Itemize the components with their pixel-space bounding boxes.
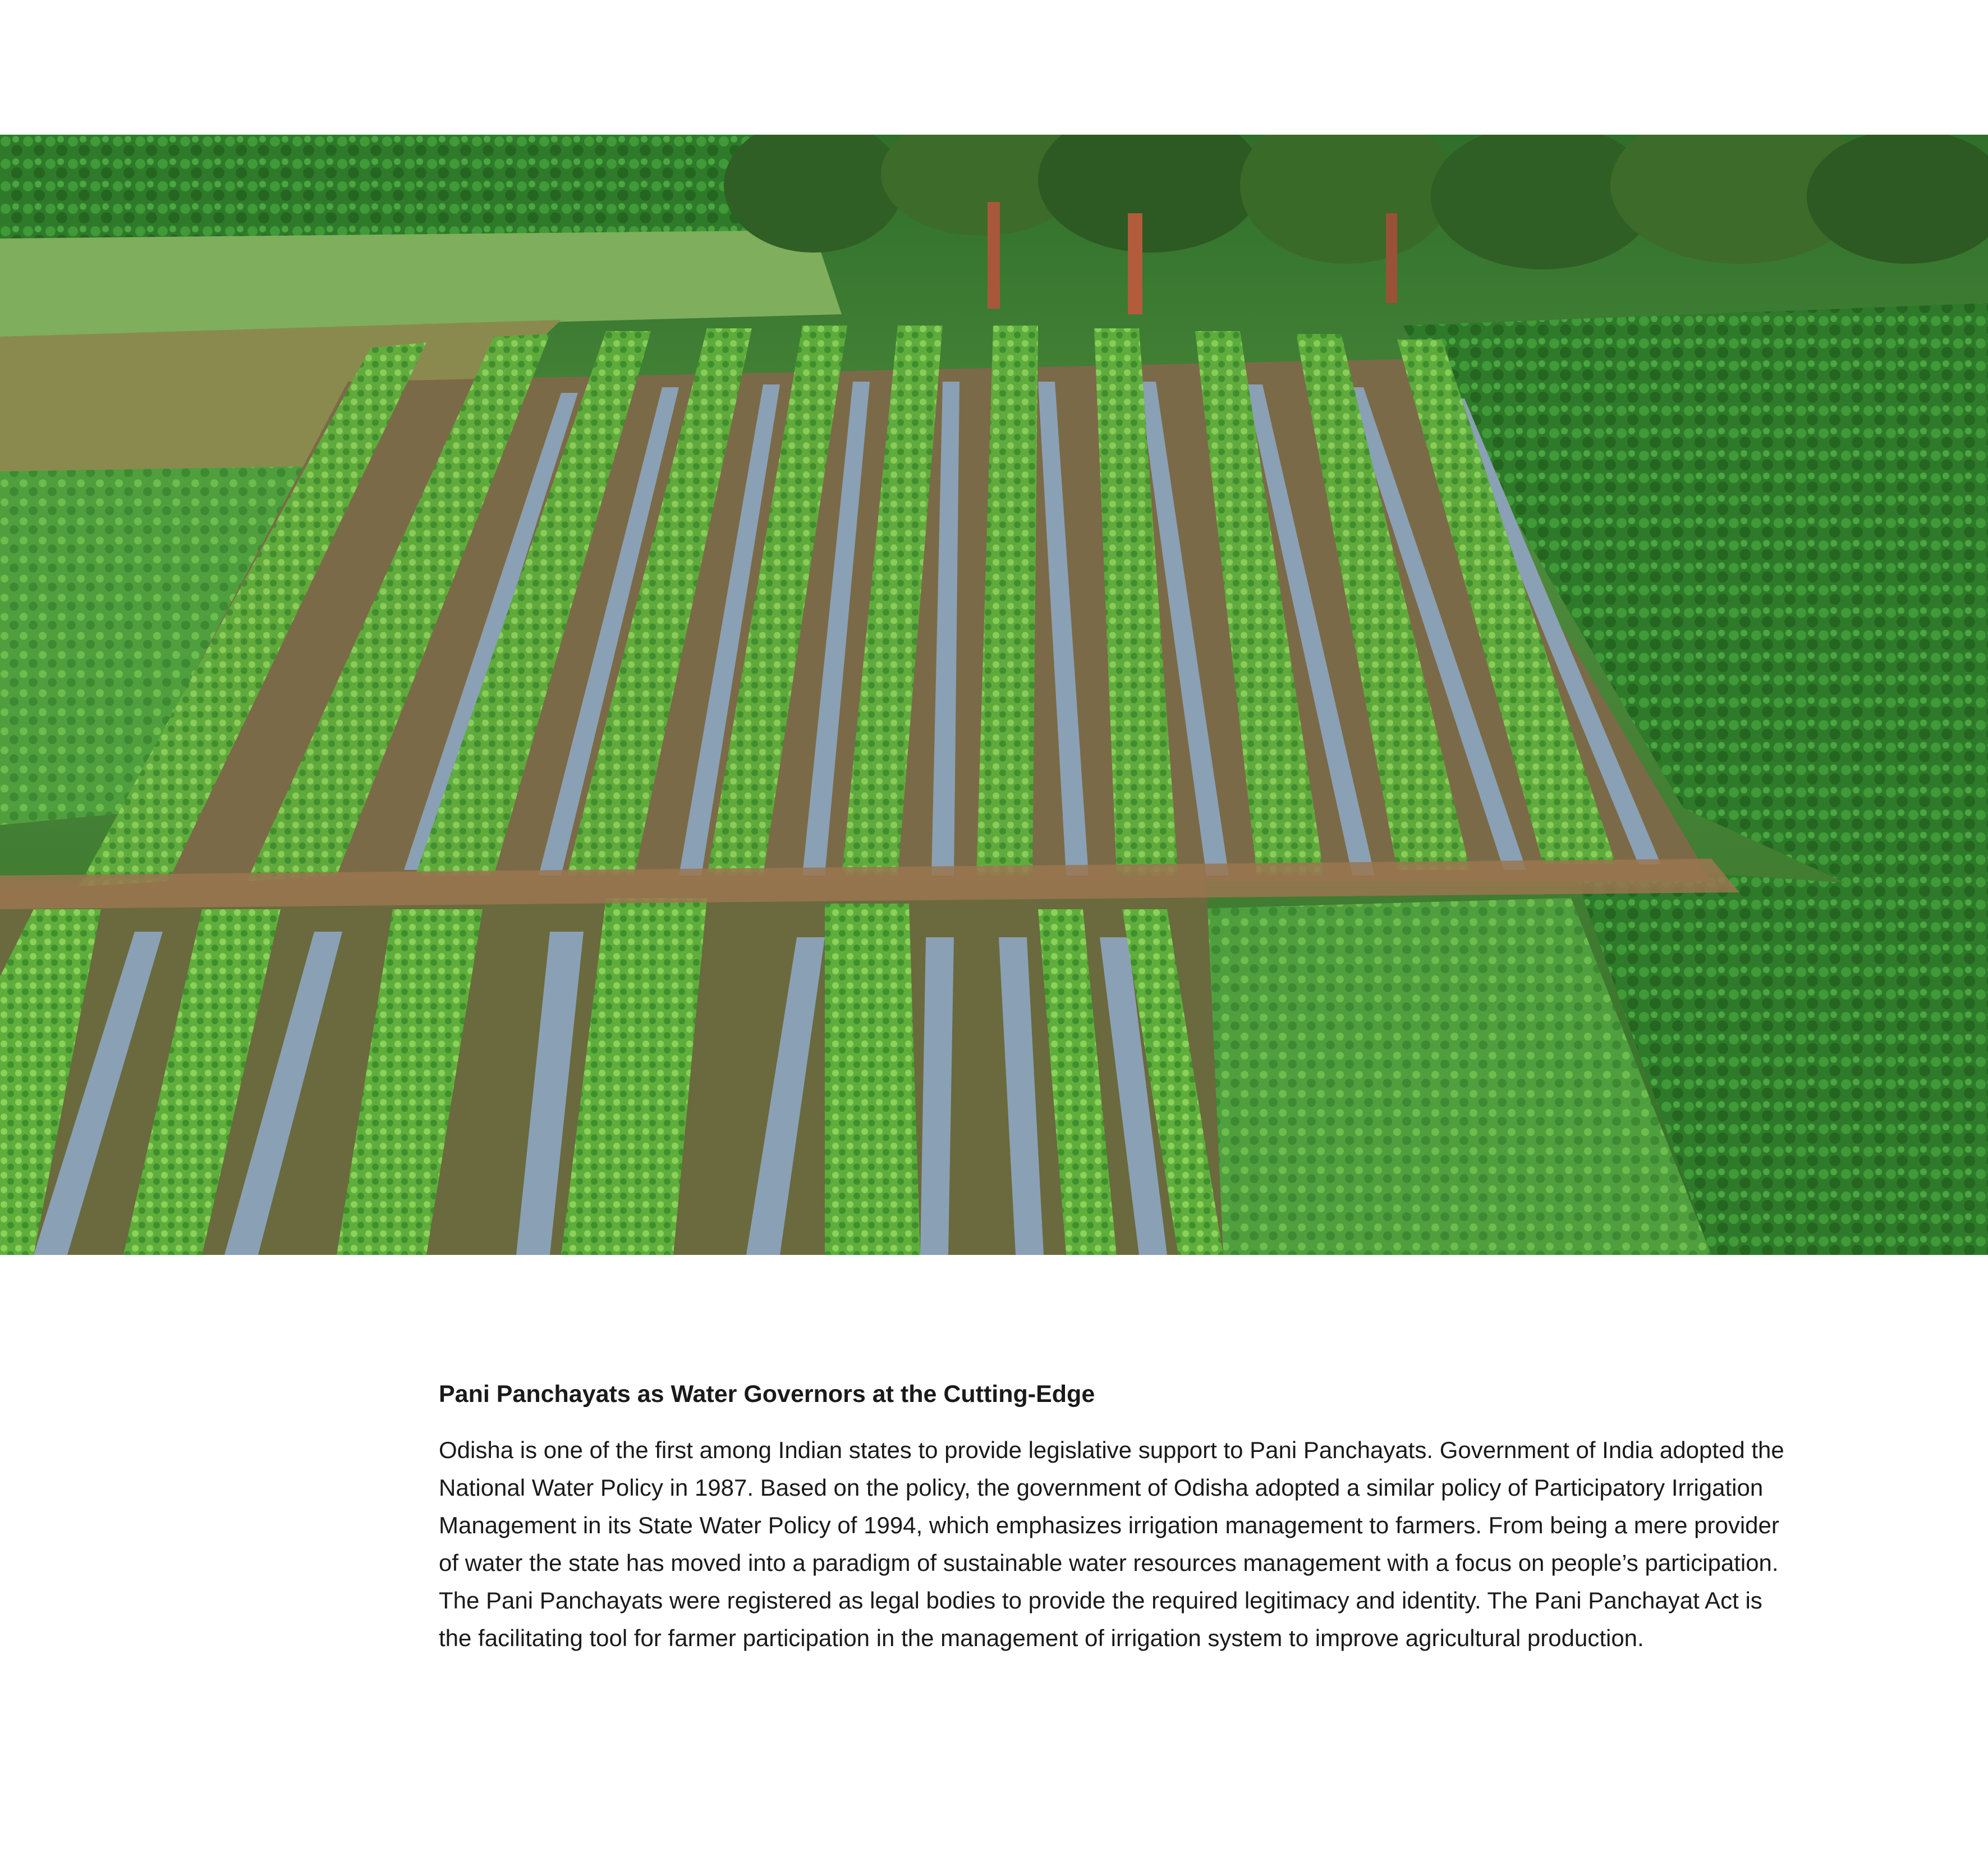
article-body <box>439 1431 1830 1657</box>
body-line: Odisha is one of the first among Indian states to provide legislative support to Pani Panchayats. Government of India adopted the <box>439 1437 1784 1463</box>
article-heading: Pani Panchayats as Water Governors at the Cutting-Edge <box>439 1381 1095 1408</box>
body-line: The Pani Panchayats were registered as legal bodies to provide the required legitimacy and identity. The Pani Panchayat Act is <box>439 1587 1762 1614</box>
field-photo <box>0 135 1988 1255</box>
article <box>439 1369 1830 1657</box>
body-line: Management in its State Water Policy of 1994, which emphasizes irrigation management to farmers. From being a mere provider <box>439 1512 1779 1538</box>
body-line: of water the state has moved into a paradigm of sustainable water resources management with a focus on people’s participation. <box>439 1550 1779 1576</box>
body-line: the facilitating tool for farmer participation in the management of irrigation system to improve agricultural production. <box>439 1625 1644 1651</box>
body-line: National Water Policy in 1987. Based on the policy, the government of Odisha adopted a similar policy of Participatory Irrigation <box>439 1474 1764 1501</box>
far-crop-field <box>0 135 814 239</box>
